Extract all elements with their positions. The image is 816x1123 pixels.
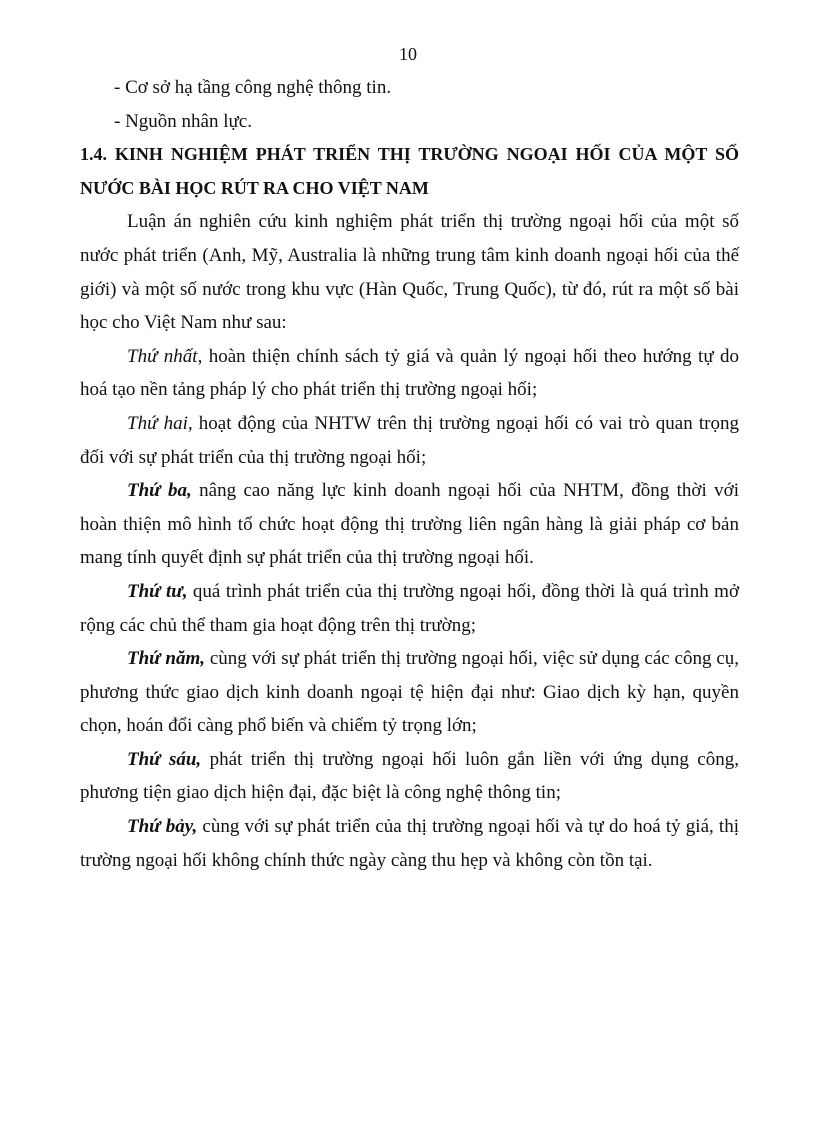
section-heading — [80, 138, 739, 205]
lesson-lead-6: Thứ sáu, — [127, 748, 202, 770]
lesson-text-1: , hoàn thiện chính sách tỷ giá và quản lý ngoại hối theo hướng tự do hoá tạo nền tảng pháp lý cho phát triển thị trường ngoại hối; — [80, 345, 739, 401]
lesson-paragraph-2 — [80, 407, 739, 474]
intro-paragraph: Luận án nghiên cứu kinh nghiệm phát triển thị trường ngoại hối của một số nước phát triển (Anh, Mỹ, Australia là những trung tâm kinh doanh ngoại hối của thế giới) và một số nước trong khu vực (Hàn Quốc, Trung Quốc), từ đó, rút ra một số bài học cho Việt Nam như sau: — [80, 211, 739, 334]
lesson-text-2: hoạt động của NHTW trên thị trường ngoại hối có vai trò quan trọng đối với sự phát triển của thị trường ngoại hối; — [80, 412, 739, 468]
lesson-paragraph-5 — [80, 642, 739, 743]
lesson-paragraph-1 — [80, 340, 739, 407]
lesson-text-5: cùng với sự phát triển thị trường ngoại hối, việc sử dụng các công cụ, phương thức giao dịch kinh doanh ngoại tệ hiện đại như: Giao dịch kỳ hạn, quyền chọn, hoán đổi càng phổ biến và chiếm tỷ trọng lớn; — [80, 648, 740, 737]
page-number: 10 — [399, 44, 417, 64]
lesson-paragraph-7 — [80, 810, 739, 877]
lesson-lead-3: Thứ ba, — [127, 480, 192, 502]
lesson-text-3: nâng cao năng lực kinh doanh ngoại hối của NHTM, đồng thời với hoàn thiện mô hình tổ chức hoạt động thị trường liên ngân hàng là giải pháp cơ bản mang tính quyết định sự phát triển của thị trường ngoại hối. — [80, 480, 739, 569]
lesson-text-7: cùng với sự phát triển của thị trường ngoại hối và tự do hoá tỷ giá, thị trường ngoại hối không chính thức ngày càng thu hẹp và không còn tồn tại. — [80, 816, 739, 871]
lesson-lead-4: Thứ tư, — [127, 580, 188, 602]
lesson-paragraph-4 — [80, 575, 739, 642]
section-heading-line-1: 1.4. KINH NGHIỆM PHÁT TRIỂN THỊ TRƯỜNG NGOẠI HỐI CỦA MỘT SỐ — [80, 144, 739, 165]
lesson-text-6: phát triển thị trường ngoại hối luôn gắn liền với ứng dụng công, phương tiện giao dịch hiện đại, đặc biệt là công nghệ thông tin; — [80, 748, 739, 804]
bullet-item-it-infrastructure: - Cơ sở hạ tầng công nghệ thông tin. — [114, 77, 392, 98]
lesson-paragraph-3 — [80, 474, 739, 575]
lesson-lead-2: Thứ hai, — [127, 412, 193, 434]
lesson-paragraph-6 — [80, 743, 739, 810]
lesson-lead-5: Thứ năm, — [127, 648, 205, 670]
section-heading-line-2: NƯỚC BÀI HỌC RÚT RA CHO VIỆT NAM — [80, 177, 429, 198]
lesson-lead-7: Thứ bảy, — [127, 816, 198, 838]
lesson-text-4: quá trình phát triển của thị trường ngoại hối, đồng thời là quá trình mở rộng các chủ thể tham gia hoạt động trên thị trường; — [80, 580, 739, 636]
bullet-item-human-resources: - Nguồn nhân lực. — [114, 110, 252, 132]
lesson-lead-1: Thứ nhất — [127, 345, 198, 367]
document-body — [80, 71, 739, 877]
